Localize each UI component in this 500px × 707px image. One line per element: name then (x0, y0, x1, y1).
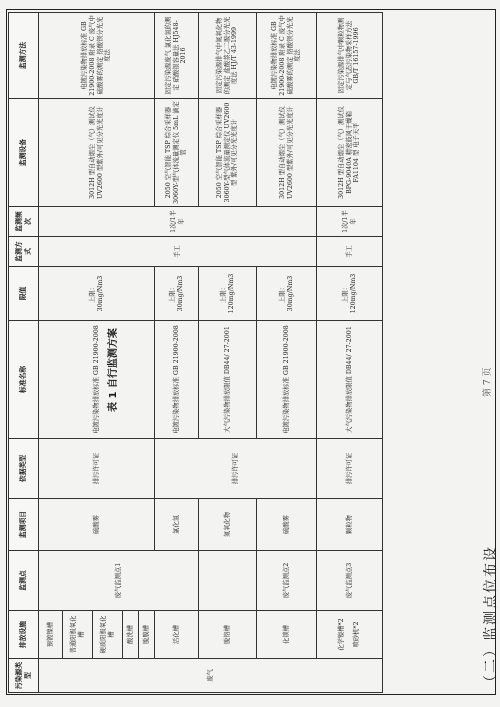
header-limit: 限值 (9, 267, 39, 321)
method-cell: 固定污染源排气中颗粒物测定与气态污染物采样方法 GB/T 16157-1996 (317, 13, 383, 99)
item-cell: 硫酸雾 (39, 499, 155, 551)
frequency-cell: 1次/1半年 (317, 207, 383, 237)
table-row (199, 13, 257, 693)
monitoring-plan-table (8, 12, 383, 693)
facility-cell: 普通阳极氧化槽 (63, 611, 93, 659)
standard-cell: 电镀污染物排放标准 GB 21900-2008 (39, 321, 155, 439)
section-title: （二）监测点位布设 (483, 545, 499, 689)
limit-cell: 上限：30mg/Nm3 (257, 267, 317, 321)
table-title: 表 1 自行监测方案 (108, 328, 119, 412)
facility-cell: 硬质阳极氧化槽 (93, 611, 123, 659)
facility-cell (317, 611, 383, 659)
point-cell: 废气监测点2 (257, 551, 317, 611)
facility-cell: 预镀镍槽 (39, 611, 63, 659)
header-source-type: 污染源类型 (9, 659, 39, 693)
facility-cell: 脱膜槽 (139, 611, 155, 659)
point-cell: 废气监测点1 (39, 551, 199, 611)
basis-cell: 排污许可证 (317, 439, 383, 499)
point-cell: 废气监测点3 (317, 551, 383, 611)
point-cell (199, 551, 257, 611)
facility-cell: 脱铬槽 (199, 611, 257, 659)
header-point: 监测点 (9, 551, 39, 611)
header-method: 监测方法 (9, 13, 39, 99)
basis-cell: 排污许可证 (155, 439, 317, 499)
method-cell: 电镀污染物排放标准 GB 21900-2008 附录 C 废气中硫酸雾的测定 铬酸钡分光光度法 (39, 13, 155, 99)
device-cell: 3012H 型自动烟尘（气）测试仪 BPG-9040A 精密鼓风干燥箱 FA1104 型 电子天平 (317, 99, 383, 207)
standard-cell: 电镀污染物排放标准 GB 21900-2008 (155, 321, 199, 439)
standard-cell: 大气污染物排放限值 DB44/ 27-2001 (199, 321, 257, 439)
device-cell: 3012H 型自动烟尘（气）测试仪 UV2600 型紫外/可见分光光度计 (257, 99, 317, 207)
header-standard: 标准名称 (9, 321, 39, 439)
method-cell: 固定污染源废气 氯化氢的测定 硝酸银容量法 HJ548-2016 (155, 13, 199, 99)
table-row (39, 13, 63, 693)
item-cell: 硫酸雾 (257, 499, 317, 551)
mode-cell: 手工 (39, 237, 317, 267)
facility-label: 化学镍槽*2 (337, 618, 345, 651)
facility-cell: 活化槽 (155, 611, 199, 659)
frequency-cell: 1次/1半年 (39, 207, 317, 237)
standard-cell: 电镀污染物排放标准 GB 21900-2008 (257, 321, 317, 439)
mode-cell: 手工 (317, 237, 383, 267)
device-cell: 2050 空气智能 TSP 综合采样器 3060Y-型气体流量测定仪 5mL 滴定管 (155, 99, 199, 207)
header-mode: 监测方式 (9, 237, 39, 267)
limit-cell: 上限：120mg/Nm3 (199, 267, 257, 321)
table-row (317, 13, 383, 693)
source-type-cell: 废气 (39, 659, 383, 693)
header-frequency: 监测频次 (9, 207, 39, 237)
table-row (257, 13, 317, 693)
header-row (9, 13, 39, 693)
method-cell: 电镀污染物排放标准 GB 21900-2008 附录 C 废气中硫酸雾的测定 铬酸钡分光光度法 (257, 13, 317, 99)
method-cell: 固定污染源排气中氮氧化物的测定 盐酸萘乙二胺分光光度法 HJ/T 43-1999 (199, 13, 257, 99)
facility-cell: 酸洗槽 (123, 611, 139, 659)
item-cell: 颗粒物 (317, 499, 383, 551)
item-cell: 氮氧化物 (199, 499, 257, 551)
page-number: 第 7 页 (483, 367, 493, 397)
limit-cell: 上限：120mg/Nm3 (317, 267, 383, 321)
facility-label: 喷砂机*2 (353, 621, 361, 648)
facility-cell: 化锁槽 (257, 611, 317, 659)
header-facility: 排放设施 (9, 611, 39, 659)
item-cell: 氯化氢 (155, 499, 199, 551)
header-device: 监测设备 (9, 99, 39, 207)
standard-cell: 大气污染物排放限值 DB44/ 27-2001 (317, 321, 383, 439)
header-basis: 依据类型 (9, 439, 39, 499)
limit-cell: 上限：30mg/Nm3 (155, 267, 199, 321)
basis-cell: 排污许可证 (39, 439, 155, 499)
header-item: 监测项目 (9, 499, 39, 551)
limit-cell: 上限：30mg/Nm3 (39, 267, 155, 321)
device-cell: 2050 空气智能 TSP 综合采样器 3060Y-型气体流量测定仪 UV2600 型 紫外/可见分光光度计 (199, 99, 257, 207)
device-cell: 3012H 型自动烟尘（气）测试仪 UV2600 型紫外/可见分光光度计 (39, 99, 155, 207)
